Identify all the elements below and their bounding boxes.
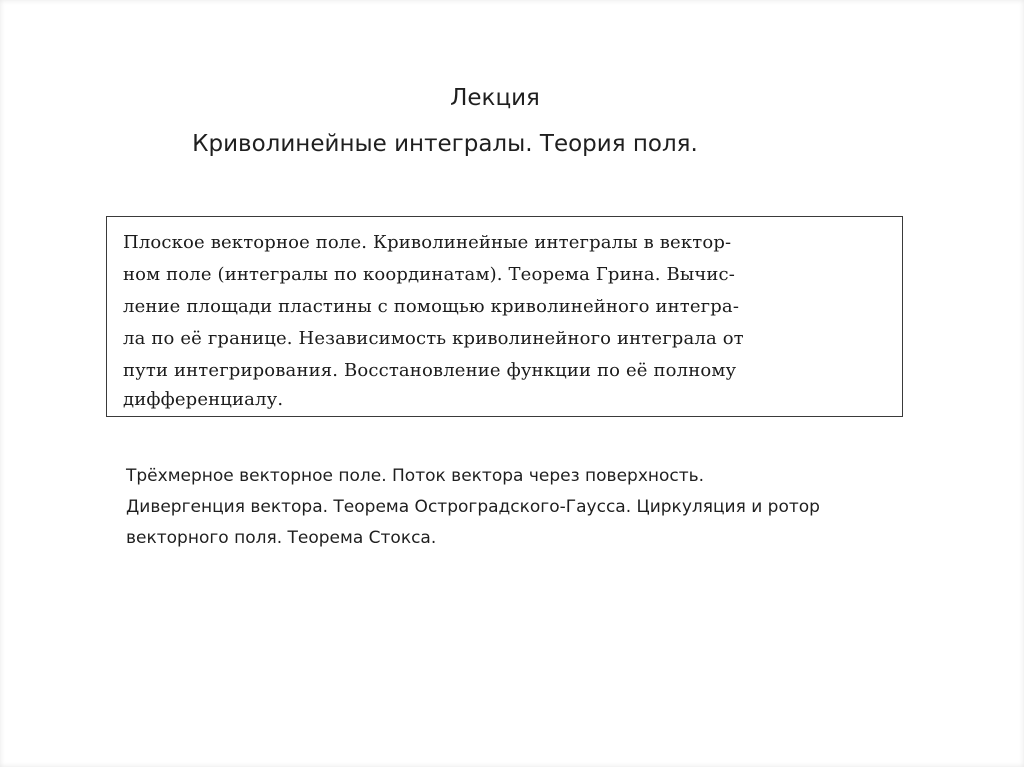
topics-line: Трёхмерное векторное поле. Поток вектора через поверхность. bbox=[126, 466, 705, 486]
syllabus-line: ном поле (интегралы по координатам). Теорема Грина. Вычис- bbox=[123, 264, 736, 285]
topics-line: векторного поля. Теорема Стокса. bbox=[126, 528, 437, 548]
syllabus-line: ла по её границе. Независимость криволинейного интеграла от bbox=[123, 328, 744, 349]
topics-line: Дивергенция вектора. Теорема Остроградского-Гаусса. Циркуляция и ротор bbox=[126, 497, 820, 517]
lecture-title: Криволинейные интегралы. Теория поля. bbox=[192, 131, 698, 157]
syllabus-line: ление площади пластины с помощью криволинейного интегра- bbox=[123, 296, 740, 317]
syllabus-box bbox=[106, 216, 903, 417]
syllabus-line: дифференциалу. bbox=[123, 389, 284, 410]
syllabus-line: Плоское векторное поле. Криволинейные интегралы в вектор- bbox=[123, 232, 732, 253]
lecture-heading: Лекция bbox=[450, 85, 540, 111]
syllabus-line: пути интегрирования. Восстановление функции по её полному bbox=[123, 360, 737, 381]
